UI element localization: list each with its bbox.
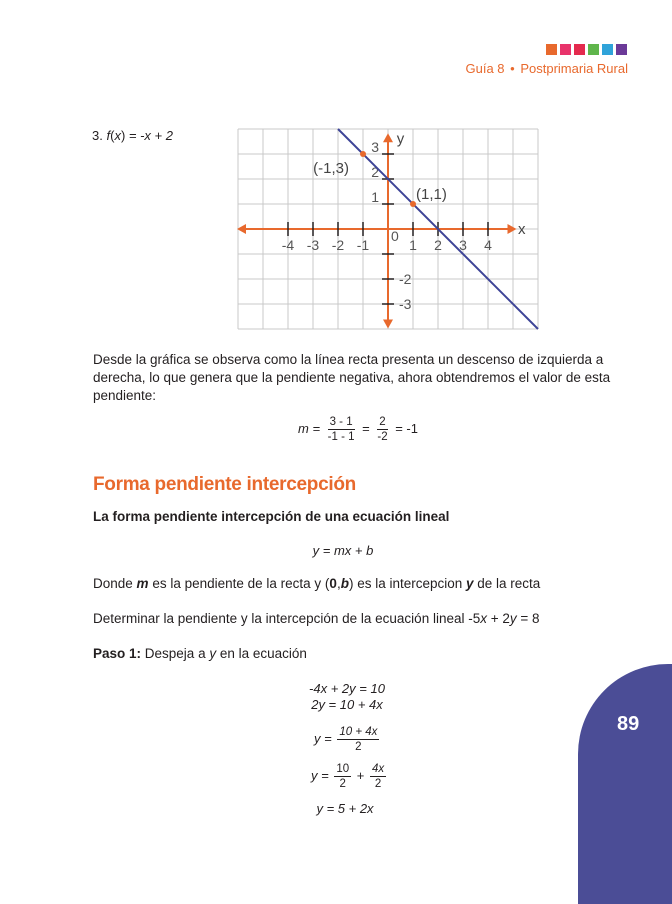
- point-label: (-1,3): [313, 160, 349, 177]
- y-tick-label: 2: [371, 164, 379, 180]
- plus-sign: +: [356, 767, 365, 783]
- x-tick-label: 4: [484, 237, 492, 253]
- definition-part: ,: [336, 576, 341, 591]
- running-header: [466, 61, 629, 76]
- step1-part: en la ecuación: [216, 646, 307, 661]
- fraction: [326, 415, 357, 444]
- x-tick-label: -1: [356, 237, 370, 253]
- fraction-denominator: 2: [339, 778, 346, 790]
- definition-part: ) es la intercepcion: [348, 576, 467, 591]
- step-line-2: 2y = 10 + 4x: [311, 697, 383, 712]
- fraction-numerator: 3 - 1: [329, 416, 353, 428]
- step-lhs: y =: [314, 730, 332, 746]
- slope-intercept-formula: y = mx + b: [312, 543, 374, 558]
- slope-equation: [298, 415, 418, 444]
- slope-lhs: m =: [298, 420, 321, 436]
- paragraph-description: Desde la gráfica se observa como la línea recta presenta un descenso de izquierda a derecha, lo que genera que la pendiente negativa, ahora obtendremos el valor de esta pendiente:: [93, 352, 611, 403]
- y-axis-arrow-top: [383, 133, 393, 142]
- function-graph: [237, 128, 539, 330]
- step-line-3: [314, 725, 381, 754]
- guide-title: Guía 8: [465, 61, 505, 76]
- y-axis-arrow-bottom: [383, 320, 393, 329]
- step1-var: y: [209, 646, 217, 661]
- fraction: [337, 725, 379, 754]
- x-tick-label: -4: [281, 237, 295, 253]
- color-square: [616, 44, 627, 55]
- step-line-1: -4x + 2y = 10: [309, 681, 385, 696]
- color-square: [574, 44, 585, 55]
- x-tick-label: 2: [434, 237, 442, 253]
- step-line-5: y = 5 + 2x: [316, 801, 374, 816]
- color-square: [602, 44, 613, 55]
- task-part: Determinar la pendiente y la intercepción de la ecuación lineal -5: [93, 611, 481, 626]
- y-tick-label: 3: [371, 139, 379, 155]
- function-arg: x: [114, 128, 121, 143]
- definition-part: Donde: [93, 576, 137, 591]
- step1-label: Paso 1:: [93, 646, 142, 661]
- task-part: + 2: [486, 611, 510, 626]
- equals-sign: =: [362, 420, 370, 436]
- y-tick-label: -2: [399, 271, 412, 287]
- color-square: [560, 44, 571, 55]
- page-number: 89: [617, 713, 640, 735]
- point-marker: [360, 151, 366, 157]
- x-tick-label: -3: [306, 237, 320, 253]
- fraction-numerator: 2: [379, 416, 386, 428]
- x-axis-label: x: [518, 221, 526, 238]
- y-axis-label: y: [396, 130, 405, 148]
- y-tick-label: 1: [371, 189, 379, 205]
- var-m: m: [136, 576, 149, 591]
- step-lhs: y =: [311, 767, 329, 783]
- header-bullet: •: [510, 61, 515, 76]
- fraction-denominator: 2: [355, 741, 362, 753]
- definition-part: es la pendiente de la recta y (: [148, 576, 330, 591]
- guide-subtitle: Postprimaria Rural: [520, 61, 628, 76]
- definition-part: de la recta: [473, 576, 541, 591]
- x-tick-label: -2: [331, 237, 345, 253]
- fraction: [375, 415, 389, 444]
- fraction-denominator: 2: [374, 778, 382, 790]
- function-rhs: = -x + 2: [128, 128, 173, 143]
- y-tick-label: -3: [399, 296, 412, 312]
- function-name: f: [106, 128, 111, 143]
- task-var-y: y: [509, 611, 517, 626]
- step-line-4: [311, 762, 388, 791]
- definition-text: [93, 575, 653, 593]
- section-title: Forma pendiente intercepción: [93, 474, 356, 495]
- fraction: [370, 762, 386, 791]
- step1-part: Despeja a: [141, 646, 210, 661]
- x-tick-label: 1: [409, 237, 417, 253]
- x-axis-arrow-right: [508, 224, 517, 234]
- var-b: b: [340, 576, 349, 591]
- x-tick-label: 3: [459, 237, 467, 253]
- fraction-denominator: -1 - 1: [327, 431, 355, 443]
- section-subtitle: La forma pendiente intercepción de una ecuación lineal: [93, 509, 450, 524]
- fraction: [334, 762, 351, 791]
- var-y: y: [466, 576, 474, 591]
- fraction-numerator: 4x: [371, 763, 385, 775]
- fraction-numerator: 10: [336, 763, 350, 775]
- page-number-tab: [578, 664, 672, 904]
- fraction-denominator: -2: [377, 431, 388, 443]
- example-number: 3.: [92, 128, 103, 143]
- task-text: [93, 610, 653, 628]
- color-squares: [546, 44, 627, 55]
- var-zero: 0: [329, 576, 337, 591]
- fraction-numerator: 10 + 4x: [339, 726, 378, 738]
- point-label: (1,1): [416, 186, 447, 203]
- origin-label: 0: [391, 228, 399, 244]
- slope-result: = -1: [395, 420, 418, 436]
- color-square: [546, 44, 557, 55]
- step1-text: [93, 645, 613, 663]
- task-var-x: x: [480, 611, 487, 626]
- task-part: = 8: [516, 611, 540, 626]
- example-label: 3. f(x) = -x + 2: [92, 128, 173, 143]
- color-square: [588, 44, 599, 55]
